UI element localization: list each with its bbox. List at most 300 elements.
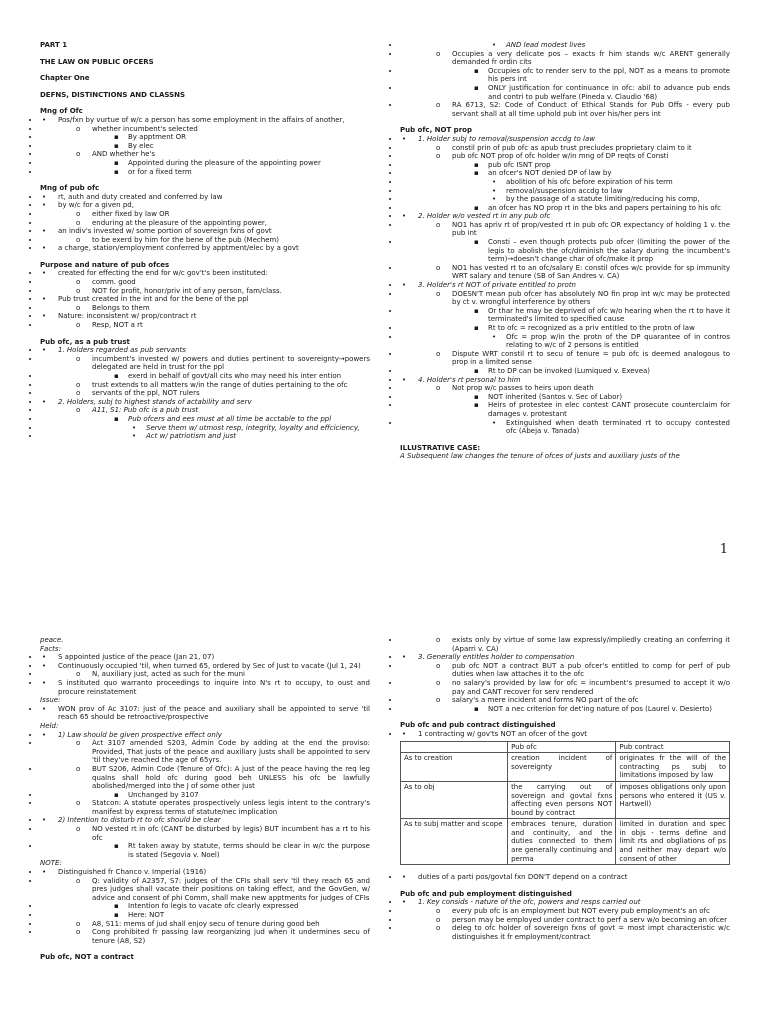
section-heading: Pub ofc and pub contract distinguished	[400, 721, 556, 730]
section-heading: Mng of pub ofc	[40, 184, 100, 193]
list-item	[400, 169, 730, 178]
comparison-table-body	[401, 741, 730, 865]
list-item-text: 2) Intention to disturb rt to ofc should be clear	[58, 816, 221, 825]
list-item-text: 1. Holder subj to removal/suspension accdg to law	[418, 134, 595, 143]
bullet-marker: • •	[42, 704, 47, 713]
list-item-text: Occupies ofc to render serv to the ppl, NOT as a means to promote his pers int	[488, 66, 730, 84]
list-item	[40, 210, 370, 219]
list-item-text: Appointed during the pleasure of the appointing power	[128, 158, 321, 167]
bullet-marker: • •	[402, 729, 407, 738]
table-cell: creation incident of sovereignty	[508, 753, 616, 782]
list-item	[40, 355, 370, 372]
table-cell: limited in duration and spec in objs - terms define and limit rts and obgliations of ps and neither may depart w/o consent of other	[616, 819, 730, 865]
list-item	[400, 144, 730, 153]
list-item-text: enduring at the pleasure of the appointing power,	[92, 218, 268, 227]
bullet-marker: • ▪	[474, 160, 479, 169]
list-item	[400, 898, 730, 907]
section-heading: Pub ofc and pub employment distinguished	[400, 889, 572, 898]
bullet-marker: • o	[436, 49, 441, 58]
page-gap	[0, 622, 768, 630]
bullet-marker: • ▪	[474, 366, 479, 375]
list-item	[400, 212, 730, 221]
list-item-text: pub ofc NOT a contract BUT a pub ofcer's entitled to comp for perf of pub duties when law attaches it to the ofc	[452, 661, 730, 679]
spacer	[400, 713, 730, 721]
section-heading: ILLUSTRATIVE CASE:	[400, 443, 481, 452]
list-item	[400, 705, 730, 714]
bullet-marker: • •	[492, 186, 497, 195]
list-item-text: 1. Holders regarded as pub servants	[58, 346, 186, 355]
spacer	[400, 882, 730, 890]
list-item	[40, 244, 370, 253]
list-item-text: Belongs to them	[92, 303, 150, 312]
list-item	[40, 415, 370, 424]
bullet-marker: • •	[42, 295, 47, 304]
bullet-marker: • •	[42, 346, 47, 355]
list-item	[400, 393, 730, 402]
bullet-marker: • •	[42, 227, 47, 236]
list-item-text: Statcon: A statute operates prospectively unless legis intent to the contrary's manifest by express terms of statute/nec implication	[92, 799, 370, 816]
paragraph: Facts:	[40, 644, 61, 653]
list-item	[400, 238, 730, 264]
bullet-marker: • o	[76, 928, 81, 937]
bullet-marker: • •	[132, 432, 137, 441]
page1-left-column	[40, 41, 370, 441]
bullet-marker: • o	[436, 289, 441, 298]
spacer	[40, 50, 370, 58]
list-item	[40, 928, 370, 945]
table-cell: imposes obligations only upon persons who entered it (US v. Hartwell)	[616, 781, 730, 818]
list-item	[400, 135, 730, 144]
bullet-marker: • •	[42, 244, 47, 253]
list-item-text: pub ofc NOT prop of ofc holder w/in mng of DP reqts of Consti	[452, 152, 669, 161]
list-item	[400, 281, 730, 290]
list-item-text: Intention fo legis to vacate ofc clearly expressed	[128, 902, 299, 911]
spacer	[40, 66, 370, 74]
list-item	[40, 705, 370, 722]
bullet-marker: • o	[436, 143, 441, 152]
list-item	[40, 201, 370, 210]
list-item	[40, 877, 370, 903]
list-item-text: N, auxiliary just, acted as such for the muni	[92, 670, 245, 679]
list-item	[40, 269, 370, 278]
list-item	[40, 739, 370, 765]
list-item-text: WON prov of Ac 3107: just of the peace and auxiliary shall be appointed to serve 'til reach 65 should be retroactive/prospective	[58, 704, 370, 722]
bullet-marker: • o	[76, 286, 81, 295]
list-item	[40, 236, 370, 245]
bullet-marker: • •	[492, 418, 497, 427]
list-item-text: 1 contracting w/ gov'ts NOT an ofcer of the govt	[418, 729, 588, 738]
bullet-marker: • ▪	[474, 401, 479, 410]
list-item-text: by w/c for a given pd,	[58, 201, 134, 210]
list-item	[40, 816, 370, 825]
spacer	[40, 330, 370, 338]
list-item-text: Distinguished fr Chanco v. Imperial (1916)	[58, 868, 207, 877]
bullet-marker: • o	[436, 915, 441, 924]
list-item-text: By apptment OR	[128, 133, 186, 142]
list-item-text: Rt to DP can be invoked (Lumiqued v. Exevea)	[488, 366, 651, 375]
list-item-text: Resp, NOT a rt	[92, 321, 143, 330]
list-item-text: no salary's provided by law for ofc = incumbent's presumed to accept it w/o pay and CANT recover for serv rendered	[452, 678, 730, 696]
list-item	[40, 398, 370, 407]
list-item	[400, 324, 730, 333]
page2-right-top	[400, 636, 730, 739]
spacer	[40, 176, 370, 184]
list-item	[40, 346, 370, 355]
bullet-marker: • ▪	[474, 324, 479, 332]
table-cell: the carrying out of sovereign and govtal fxns affecting even persons NOT bound by contract	[508, 781, 616, 818]
bullet-marker: • o	[436, 696, 441, 705]
list-item-text: AND lead modest lives	[506, 41, 586, 49]
list-item-text: an indiv's invested w/ some portion of sovereign fxns of govt	[58, 227, 272, 236]
list-item	[400, 367, 730, 376]
list-item-text: created for effecting the end for w/c gov't's been instituted:	[58, 269, 268, 278]
bullet-marker: • •	[42, 397, 47, 406]
bullet-marker: • •	[42, 269, 47, 278]
list-item	[40, 868, 370, 877]
list-item	[40, 278, 370, 287]
bullet-marker: • o	[436, 678, 441, 687]
list-item	[40, 670, 370, 679]
paragraph: peace.	[40, 636, 64, 644]
list-item-text: S appointed justice of the peace (Jan 21, 07)	[58, 653, 215, 662]
bullet-marker: • o	[76, 825, 81, 834]
spacer	[400, 865, 730, 873]
bullet-marker: • ▪	[474, 392, 479, 401]
bullet-marker: • o	[76, 406, 81, 415]
list-item	[400, 187, 730, 196]
document-page-2	[0, 630, 768, 1024]
table-cell: As to obj	[401, 781, 508, 818]
list-item-text: 1. Key consids - nature of the ofc, powers and resps carried out	[418, 898, 641, 907]
table-row	[401, 753, 730, 782]
list-item	[40, 159, 370, 168]
table-header-cell	[401, 741, 508, 753]
list-item-text: NO1 has apriv rt of prop/vested rt in pub ofc OR expectancy of holding 1 v. the pub int	[452, 220, 730, 238]
list-item	[400, 50, 730, 67]
bullet-marker: • o	[76, 321, 81, 330]
bullet-marker: • •	[42, 678, 47, 687]
bullet-marker: • o	[76, 235, 81, 244]
bullet-marker: • o	[76, 278, 81, 287]
bullet-marker: • ▪	[474, 704, 479, 713]
bullet-marker: • •	[402, 898, 407, 907]
section-heading: Pub ofc, as a pub trust	[40, 337, 130, 346]
list-item	[40, 389, 370, 398]
list-item	[40, 920, 370, 929]
bullet-marker: • •	[402, 212, 407, 221]
list-item-text: S instituted quo warranto proceedings to inquire into N's rt to occupy, to oust and procure reinstatement	[58, 678, 370, 696]
list-item	[40, 432, 370, 441]
bullet-marker: • ▪	[474, 83, 479, 92]
list-item-text: 2. Holder w/o vested rt in any pub ofc	[418, 212, 551, 221]
bullet-marker: • o	[436, 636, 441, 644]
paragraph: Held:	[40, 721, 59, 730]
bullet-marker: • ▪	[114, 372, 119, 380]
page2-right-column	[400, 636, 730, 941]
table-header-cell: Pub ofc	[508, 741, 616, 753]
list-item	[40, 116, 370, 125]
list-item-text: trust extends to all matters w/in the range of duties pertaining to the ofc	[92, 380, 348, 389]
bullet-marker: • •	[42, 730, 47, 739]
list-item-text: Occupies a very delicate pos – exacts fr him stands w/c ARENT generally demanded fr ordin cits	[452, 49, 730, 67]
table-header-cell: Pub contract	[616, 741, 730, 753]
bullet-marker: • •	[402, 375, 407, 384]
list-item	[40, 321, 370, 330]
list-item	[40, 825, 370, 842]
list-item	[400, 696, 730, 705]
list-item	[40, 150, 370, 159]
list-item-text: deleg to ofc holder of sovereign fxns of govt = most impt characteristic w/c distinguishes it fr employment/contract	[452, 924, 730, 941]
list-item-text: NO vested rt in ofc (CANT be disturbed by legis) BUT incumbent has a rt to his ofc	[92, 825, 370, 842]
bullet-marker: • •	[42, 653, 47, 662]
list-item	[400, 221, 730, 238]
list-item-text: NO1 has vested rt to an ofc/salary E: constil ofces w/c provide for sp immunity WRT salary and tenure (SB of San Andres v. CA)	[452, 263, 730, 281]
bullet-marker: • •	[402, 873, 407, 882]
table-row	[401, 781, 730, 818]
spacer	[40, 945, 370, 953]
list-item	[400, 204, 730, 213]
bullet-marker: • ▪	[474, 66, 479, 75]
bullet-marker: • ▪	[114, 414, 119, 423]
bullet-marker: • ▪	[114, 842, 119, 851]
bullet-marker: • o	[436, 661, 441, 670]
section-heading: THE LAW ON PUBLIC OFCERS	[40, 57, 154, 66]
section-heading: Pub ofc, NOT a contract	[40, 953, 134, 962]
list-item-text: every pub ofc is an employment but NOT every pub employment's an ofc	[452, 907, 710, 916]
section-heading: PART 1	[40, 41, 68, 49]
bullet-marker: • o	[76, 380, 81, 389]
list-item	[40, 287, 370, 296]
list-item	[400, 384, 730, 393]
list-item	[40, 304, 370, 313]
list-item	[400, 161, 730, 170]
bullet-marker: • •	[492, 41, 497, 49]
list-item	[400, 350, 730, 367]
bullet-marker: • o	[76, 670, 81, 679]
section-heading: Chapter One	[40, 74, 90, 83]
list-item-text: Pub trust created in the int and for the bene of the ppl	[58, 295, 249, 304]
bullet-marker: • ▪	[114, 158, 119, 167]
list-item-text: or for a fixed term	[128, 167, 192, 176]
bullet-marker: • •	[492, 177, 497, 186]
list-item-text: A8, S11: mems of jud shall enjoy secu of tenure during good beh	[92, 919, 320, 928]
list-item-text: exerd in behalf of govt/all cits who may need his inter ention	[128, 372, 342, 380]
list-item	[40, 227, 370, 236]
list-item	[400, 195, 730, 204]
list-item	[400, 41, 730, 50]
list-item-text: duties of a parti pos/govtal fxn DON'T depend on a contract	[418, 873, 628, 882]
bullet-marker: • o	[436, 152, 441, 161]
paragraph: A Subsequent law changes the tenure of ofces of justs and auxiliary justs of the	[400, 452, 680, 461]
list-item	[400, 401, 730, 418]
list-item-text: either fixed by law OR	[92, 209, 170, 218]
list-item	[40, 406, 370, 415]
bullet-marker: • •	[402, 281, 407, 290]
list-item-text: Nature: inconsistent w/ prop/contract rt	[58, 312, 197, 321]
bullet-marker: • o	[76, 150, 81, 159]
spacer	[400, 436, 730, 444]
list-item-text: Not prop w/c passes to heirs upon death	[452, 384, 594, 393]
list-item	[40, 731, 370, 740]
bullet-marker: • ▪	[114, 141, 119, 150]
bullet-marker: • ▪	[114, 911, 119, 919]
list-item-text: removal/suspension accdg to law	[506, 186, 623, 195]
bullet-marker: • o	[436, 263, 441, 272]
bullet-marker: • o	[76, 764, 81, 773]
list-item	[40, 295, 370, 304]
list-item	[400, 907, 730, 916]
list-item-text: Act 3107 amended S203, Admin Code by adding at the end the proviso: Provided, That justs of the peace and auxiliary justs shall be appointed to serv 'til they've reached the age of 65yrs.	[92, 739, 370, 765]
list-item	[400, 730, 730, 739]
bullet-marker: • o	[76, 354, 81, 363]
bullet-marker: • •	[42, 201, 47, 210]
list-item	[40, 372, 370, 381]
bullet-marker: • •	[42, 192, 47, 201]
bullet-marker: • o	[76, 799, 81, 808]
list-item-text: Ofc = prop w/in the protn of the DP quarantee of in contros relating to w/c of 2 persons is entitled	[506, 332, 730, 350]
list-item	[400, 178, 730, 187]
list-item-text: Rt taken away by statute, terms should be clear in w/c the purpose is stated (Segovia v. Noel)	[128, 842, 370, 859]
bullet-marker: • o	[436, 349, 441, 358]
list-item	[40, 125, 370, 134]
bullet-marker: • ▪	[474, 306, 479, 315]
list-item	[400, 67, 730, 84]
list-item	[40, 911, 370, 920]
list-item-text: Pub ofcers and ees must at all time be acctable to the ppl	[128, 414, 332, 423]
bullet-marker: • o	[76, 218, 81, 227]
list-item-text: person may be employed under contract to perf a serv w/o becoming an ofcer	[452, 915, 727, 924]
bullet-marker: • o	[436, 384, 441, 393]
list-item	[400, 636, 730, 653]
list-item-text: Q: validity of A2357, S7: judges of the CFIs shall serv 'til they reach 65 and pres judges shall vacate their positions on taking effect, and the GovGen, w/ advice and consent of phi Comm, shall make new apptments for judges of CFIs	[92, 876, 370, 902]
list-item	[40, 662, 370, 671]
list-item	[400, 101, 730, 118]
list-item	[400, 679, 730, 696]
list-item	[400, 662, 730, 679]
list-item-text: Rt to ofc = recognized as a priv entitled to the protn of law	[488, 324, 695, 332]
bullet-marker: • •	[402, 653, 407, 662]
bullet-marker: • •	[132, 423, 137, 432]
list-item	[40, 312, 370, 321]
list-item	[40, 381, 370, 390]
list-item	[400, 307, 730, 324]
table-header-row	[401, 741, 730, 753]
bullet-marker: • •	[42, 661, 47, 670]
list-item-text: whether incumbent's selected	[92, 124, 198, 133]
list-item-text: 3. Generally entitles holder to compensation	[418, 653, 575, 662]
bullet-marker: • ▪	[114, 790, 119, 799]
list-item-text: AND whether he's	[92, 150, 156, 159]
list-item	[400, 333, 730, 350]
list-item-text: Or thar he may be deprived of ofc w/o hearing when the rt to have it terminated's limited to specified cause	[488, 306, 730, 324]
list-item-text: by the passage of a statute limiting/reducing his comp,	[506, 195, 700, 204]
list-item	[40, 902, 370, 911]
list-item-text: Here: NOT	[128, 911, 165, 919]
bullet-marker: • o	[76, 876, 81, 885]
bullet-marker: • •	[402, 134, 407, 143]
list-item-text: Consti – even though protects pub ofcer (limiting the power of the legis to abolish the ofc/diminish the salary during the incumbent's term)→doesn't change char of ofc/make it prop	[488, 238, 730, 264]
list-item	[40, 679, 370, 696]
list-item	[40, 791, 370, 800]
list-item-text: NOT inherited (Santos v. Sec of Labor)	[488, 392, 623, 401]
list-item-text: 4. Holder's rt personal to him	[418, 375, 521, 384]
bullet-marker: • •	[42, 115, 47, 124]
section-heading: DEFNS, DISTINCTIONS AND CLASSNS	[40, 90, 186, 99]
bullet-marker: • o	[76, 919, 81, 928]
section-heading: Mng of Ofc	[40, 107, 83, 116]
list-item	[400, 924, 730, 941]
list-item-text: Act w/ patriotism and just	[146, 432, 237, 441]
page2-left-column	[40, 636, 370, 962]
list-item	[400, 290, 730, 307]
section-heading: Pub ofc, NOT prop	[400, 126, 472, 135]
list-item-text: Extinguished when death terminated rt to occupy contested ofc (Abeja v. Tanada)	[506, 418, 730, 436]
bullet-marker: • ▪	[114, 133, 119, 142]
paragraph: NOTE:	[40, 859, 62, 868]
list-item	[400, 653, 730, 662]
spacer	[40, 83, 370, 91]
list-item-text: Dispute WRT constil rt to secu of tenure = pub ofc is deemed analogous to prop in a limited sense	[452, 349, 730, 367]
list-item	[40, 842, 370, 859]
bullet-marker: • o	[76, 739, 81, 748]
list-item-text: abolition of his ofc before expiration of his term	[506, 177, 673, 186]
list-item	[400, 873, 730, 882]
list-item-text: RA 6713, S2: Code of Conduct of Ethical Stands for Pub Offs - every pub servant shall at all time uphold pub int over his/her pers int	[452, 101, 730, 118]
list-item-text: 2. Holders, subj to highest stands of actability and serv	[58, 397, 252, 406]
comparison-table	[400, 741, 730, 866]
list-item-text: By elec	[128, 141, 154, 150]
list-item	[40, 133, 370, 142]
bullet-marker: • ▪	[474, 203, 479, 212]
list-item-text: a charge, station/employment conferred by apptment/elec by a govt	[58, 244, 299, 253]
bullet-marker: • ▪	[114, 902, 119, 911]
list-item-text: NOT a nec criterion for det'ing nature of pos (Laurel v. Desierto)	[488, 704, 712, 713]
bullet-marker: • •	[42, 868, 47, 877]
list-item-text: ONLY justification for continuance in ofc: abil to advance pub ends and contri to pub welfare (Pineda v. Claudio '68)	[488, 83, 730, 101]
list-item-text: salary's a mere incident and forms NO part of the ofc	[452, 696, 639, 705]
bullet-marker: • o	[76, 389, 81, 398]
bullet-marker: • •	[42, 816, 47, 825]
bullet-marker: • ▪	[474, 238, 479, 247]
paragraph: Issue:	[40, 696, 61, 705]
page1-right-column	[400, 41, 730, 461]
list-item	[400, 916, 730, 925]
spacer	[40, 99, 370, 107]
bullet-marker: • o	[436, 907, 441, 916]
list-item-text: 1) Law should be given prospective effect only	[58, 730, 222, 739]
list-item-text: A11, S1: Pub ofc is a pub trust	[92, 406, 199, 415]
list-item	[40, 653, 370, 662]
bullet-marker: • •	[492, 195, 497, 204]
list-item-text: BUT S206, Admin Code (Tenure of Ofc): A just of the peace having the req leg qualns shall hold ofc during good beh UNLESS his ofc be lawfully abolished/merged into the J of some other just	[92, 764, 370, 791]
bullet-marker: • o	[76, 124, 81, 133]
list-item	[400, 376, 730, 385]
table-cell: As to creation	[401, 753, 508, 782]
spacer	[40, 253, 370, 261]
list-item-text: incumbent's invested w/ powers and duties pertinent to sovereignty→powers delegated are held in trust for the ppl	[92, 354, 370, 372]
bullet-marker: • o	[76, 209, 81, 218]
list-item	[400, 419, 730, 436]
list-item	[40, 168, 370, 177]
list-item-text: Continuously occupied 'til, when turned 65, ordered by Sec of Just to vacate (Jul 1, 24)	[58, 661, 361, 670]
list-item-text: servants of the ppl, NOT rulers	[92, 389, 200, 398]
spacer	[400, 118, 730, 126]
bullet-marker: • o	[76, 303, 81, 312]
list-item-text: Unchanged by 3107	[128, 790, 199, 799]
list-item	[40, 219, 370, 228]
list-item-text: rt, auth and duty created and conferred by law	[58, 192, 223, 201]
section-heading: Purpose and nature of pub ofces	[40, 260, 170, 269]
